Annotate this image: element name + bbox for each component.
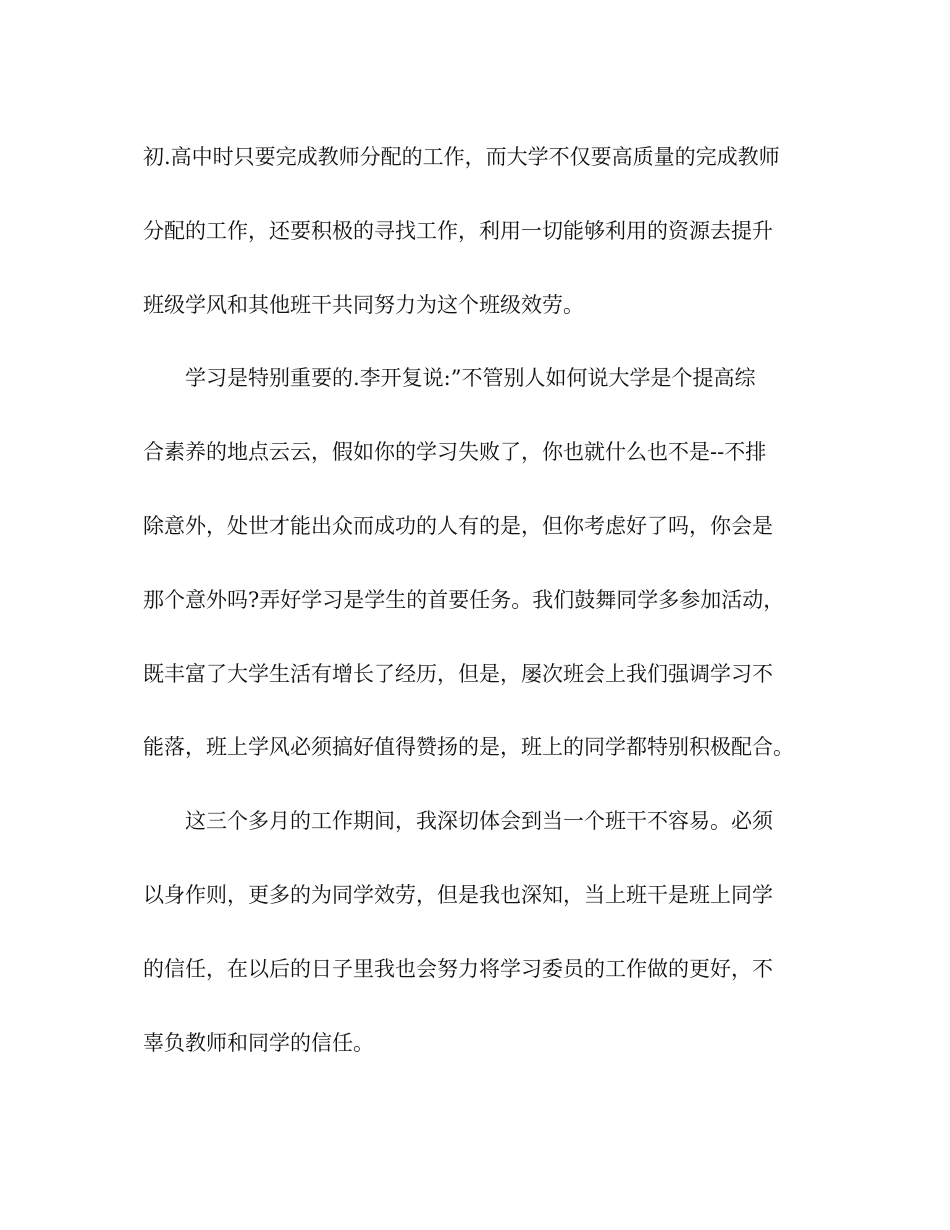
- text-line: 能落，班上学风必须搞好值得赞扬的是，班上的同学都特别积极配合。: [143, 735, 794, 760]
- text-line: 的信任，在以后的日子里我也会努力将学习委员的工作做的更好，不: [143, 956, 773, 981]
- document-body: [143, 139, 823, 1098]
- text-line: 除意外，处世才能出众而成功的人有的是，但你考虑好了吗，你会是: [143, 513, 773, 538]
- text-line: 辜负教师和同学的信任。: [143, 1030, 374, 1055]
- text-line: 这三个多月的工作期间，我深切体会到当一个班干不容易。必须: [185, 809, 773, 834]
- text-line: 班级学风和其他班干共同努力为这个班级效劳。: [143, 292, 584, 317]
- text-line: 初.高中时只要完成教师分配的工作，而大学不仅要高质量的完成教师: [143, 145, 780, 169]
- text-line: 合素养的地点云云，假如你的学习失败了，你也就什么也不是--不排: [143, 440, 767, 465]
- text-line: 分配的工作，还要积极的寻找工作，利用一切能够利用的资源去提升: [143, 218, 773, 243]
- text-line: 既丰富了大学生活有增长了经历，但是，屡次班会上我们强调学习不: [143, 661, 773, 686]
- text-line: 以身作则，更多的为同学效劳，但是我也深知，当上班干是班上同学: [143, 882, 773, 907]
- text-line: 学习是特别重要的.李开复说:”不管别人如何说大学是个提高综: [185, 366, 756, 391]
- text-line: 那个意外吗?弄好学习是学生的首要任务。我们鼓舞同学多参加活动，: [143, 587, 785, 612]
